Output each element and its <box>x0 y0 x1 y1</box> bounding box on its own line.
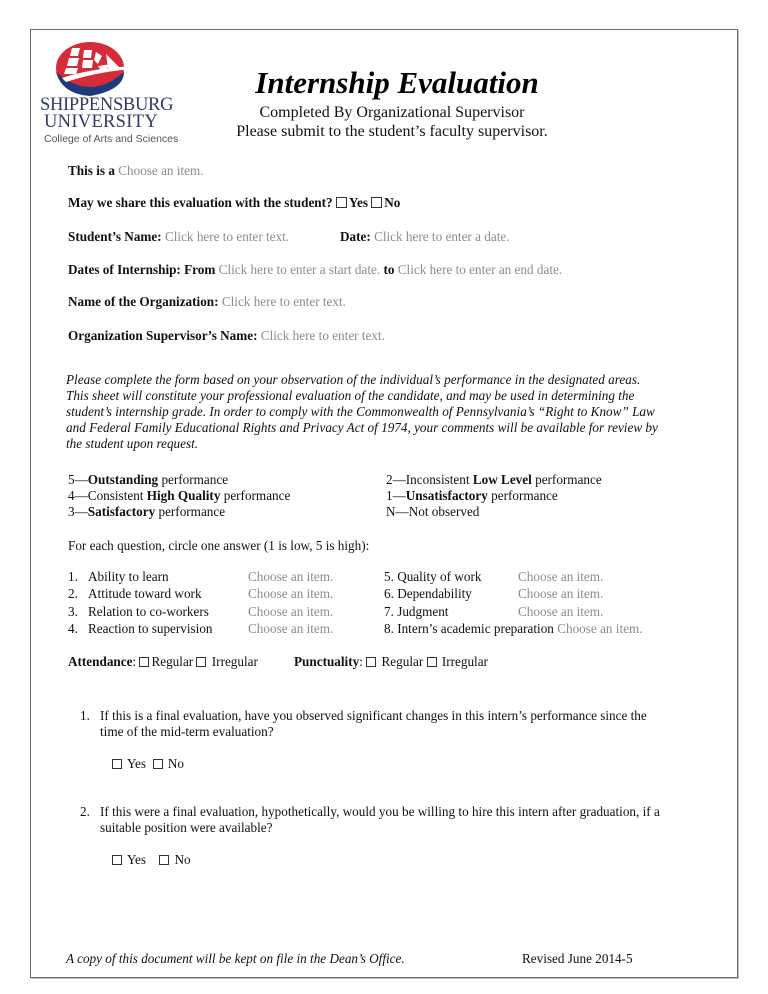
share-no-label: No <box>384 195 401 210</box>
rating-item: 8. Intern’s academic preparation <box>384 621 554 636</box>
question-1-yes-label: Yes <box>126 756 147 771</box>
share-yes-checkbox[interactable] <box>336 197 347 208</box>
logo-line-1: SHIPPENSBURG <box>40 95 174 115</box>
supervisor-label: Organization Supervisor’s Name: <box>68 328 258 343</box>
organization-field[interactable]: Click here to enter text. <box>221 294 346 309</box>
scale-item: 4—Consistent High Quality performance <box>68 488 291 503</box>
organization-label: Name of the Organization: <box>68 294 219 309</box>
evaluation-type-dropdown[interactable]: Choose an item. <box>118 163 204 178</box>
ratings-left-labels <box>68 568 213 637</box>
rating-dropdown-quality[interactable]: Choose an item. <box>518 569 604 584</box>
end-date-picker[interactable]: Click here to enter an end date. <box>397 262 563 277</box>
question-number: 1. <box>80 708 90 723</box>
evaluation-type-label: This is a <box>68 163 115 178</box>
instructions-line: This sheet will constitute your professional evaluation of the candidate, and may be used in determining the <box>66 388 635 403</box>
revision-label: Revised June 2014-5 <box>522 951 633 966</box>
punctuality-regular-checkbox[interactable] <box>366 657 376 667</box>
scale-item: N—Not observed <box>386 504 480 519</box>
rating-item: 3. Relation to co-workers <box>68 603 209 619</box>
date-label: Date: <box>340 229 371 244</box>
date-picker[interactable]: Click here to enter a date. <box>374 229 510 244</box>
start-date-picker[interactable]: Click here to enter a start date. <box>218 262 381 277</box>
share-no-checkbox[interactable] <box>371 197 382 208</box>
rating-dropdown-reaction[interactable]: Choose an item. <box>248 620 334 636</box>
rating-dropdown-relation[interactable]: Choose an item. <box>248 603 334 619</box>
to-label: to <box>383 262 395 277</box>
question-2-no-label: No <box>174 852 191 867</box>
punctuality-label: Punctuality <box>294 654 360 669</box>
rating-dropdown-dependability[interactable]: Choose an item. <box>518 586 604 602</box>
footer-note: A copy of this document will be kept on file in the Dean’s Office. <box>66 951 405 966</box>
rating-dropdown-attitude[interactable]: Choose an item. <box>248 586 334 602</box>
question-1-no-label: No <box>167 756 185 771</box>
share-row <box>68 195 400 211</box>
attendance-regular-label: Regular <box>151 654 194 669</box>
date-row <box>340 229 510 245</box>
ratings-left-dropdowns <box>248 568 333 637</box>
rating-dropdown-academic[interactable]: Choose an item. <box>557 621 643 636</box>
rating-item: 2. Attitude toward work <box>68 586 202 602</box>
question-1-yes-checkbox[interactable] <box>112 759 122 769</box>
scale-item: 3—Satisfactory performance <box>68 504 226 519</box>
punctuality-irregular-checkbox[interactable] <box>427 657 437 667</box>
instructions-paragraph <box>66 372 706 452</box>
page-title: Internship Evaluation <box>255 65 539 100</box>
rating-item: 5. Quality of work <box>384 569 482 584</box>
logo-line-2: UNIVERSITY <box>44 112 158 132</box>
internship-dates-label: Dates of Internship: From <box>68 262 216 277</box>
ratings-instruction: For each question, circle one answer (1 is low, 5 is high): <box>68 538 370 553</box>
subtitle-submit-to: Please submit to the student’s faculty supervisor. <box>236 123 548 140</box>
rating-item: 6. Dependability <box>384 586 472 602</box>
scale-legend-right <box>386 472 602 520</box>
attendance-irregular-label: Irregular <box>211 654 258 669</box>
supervisor-row <box>68 328 385 344</box>
student-name-row <box>68 229 289 245</box>
share-label: May we share this evaluation with the student? <box>68 195 333 210</box>
question-2-no-checkbox[interactable] <box>159 855 169 865</box>
attendance-regular-checkbox[interactable] <box>139 657 149 667</box>
scale-item: 2—Inconsistent Low Level performance <box>386 472 602 487</box>
attendance-irregular-checkbox[interactable] <box>196 657 206 667</box>
question-text: If this is a final evaluation, have you observed significant changes in this intern’s performance since the time of the mid-term evaluation? <box>100 708 647 739</box>
scale-item: 1—Unsatisfactory performance <box>386 488 558 503</box>
scale-legend-left <box>68 472 290 520</box>
rating-item: 1. Ability to learn <box>68 569 169 584</box>
instructions-line: the student upon request. <box>66 436 199 451</box>
question-text: If this were a final evaluation, hypothetically, would you be willing to hire this intern after graduation, if a suitable position were available? <box>100 804 660 835</box>
share-yes-label: Yes <box>348 195 368 210</box>
question-number: 2. <box>80 804 90 819</box>
logo-line-3: College of Arts and Sciences <box>44 133 179 145</box>
rating-dropdown-judgment[interactable]: Choose an item. <box>518 603 604 619</box>
supervisor-field[interactable]: Click here to enter text. <box>260 328 385 343</box>
internship-dates-row <box>68 262 562 278</box>
question-2-yes-checkbox[interactable] <box>112 855 122 865</box>
subtitle-completed-by: Completed By Organizational Supervisor <box>259 104 525 121</box>
rating-item: 7. Judgment <box>384 603 449 619</box>
question-2-yes-label: Yes <box>126 852 147 867</box>
attendance-row: Attendance: Regular Irregular <box>68 654 258 669</box>
instructions-line: Please complete the form based on your observation of the individual’s performance in the designated areas. <box>66 372 641 387</box>
student-name-field[interactable]: Click here to enter text. <box>164 229 290 244</box>
ratings-right-labels <box>384 568 481 620</box>
evaluation-type-row <box>68 163 204 179</box>
question-2-answers <box>112 852 191 868</box>
instructions-line: student’s internship grade. In order to comply with the Commonwealth of Pennsylvania’s “Right to Know” Law <box>66 404 655 419</box>
question-1-answers <box>112 756 184 772</box>
punctuality-row: Punctuality: Regular Irregular <box>294 654 488 669</box>
ratings-right-dropdowns <box>518 568 603 620</box>
punctuality-irregular-label: Irregular <box>441 654 488 669</box>
question-1-no-checkbox[interactable] <box>153 759 163 769</box>
rating-item-academic-row <box>384 620 643 637</box>
instructions-line: and Federal Family Educational Rights and Privacy Act of 1974, your comments will be available for review by <box>66 420 658 435</box>
rating-item: 4. Reaction to supervision <box>68 620 213 636</box>
organization-row <box>68 294 346 310</box>
punctuality-regular-label: Regular <box>381 654 424 669</box>
attendance-label: Attendance <box>68 654 133 669</box>
scale-item: 5—Outstanding performance <box>68 472 229 487</box>
student-name-label: Student’s Name: <box>68 229 162 244</box>
rating-dropdown-ability[interactable]: Choose an item. <box>248 569 334 584</box>
